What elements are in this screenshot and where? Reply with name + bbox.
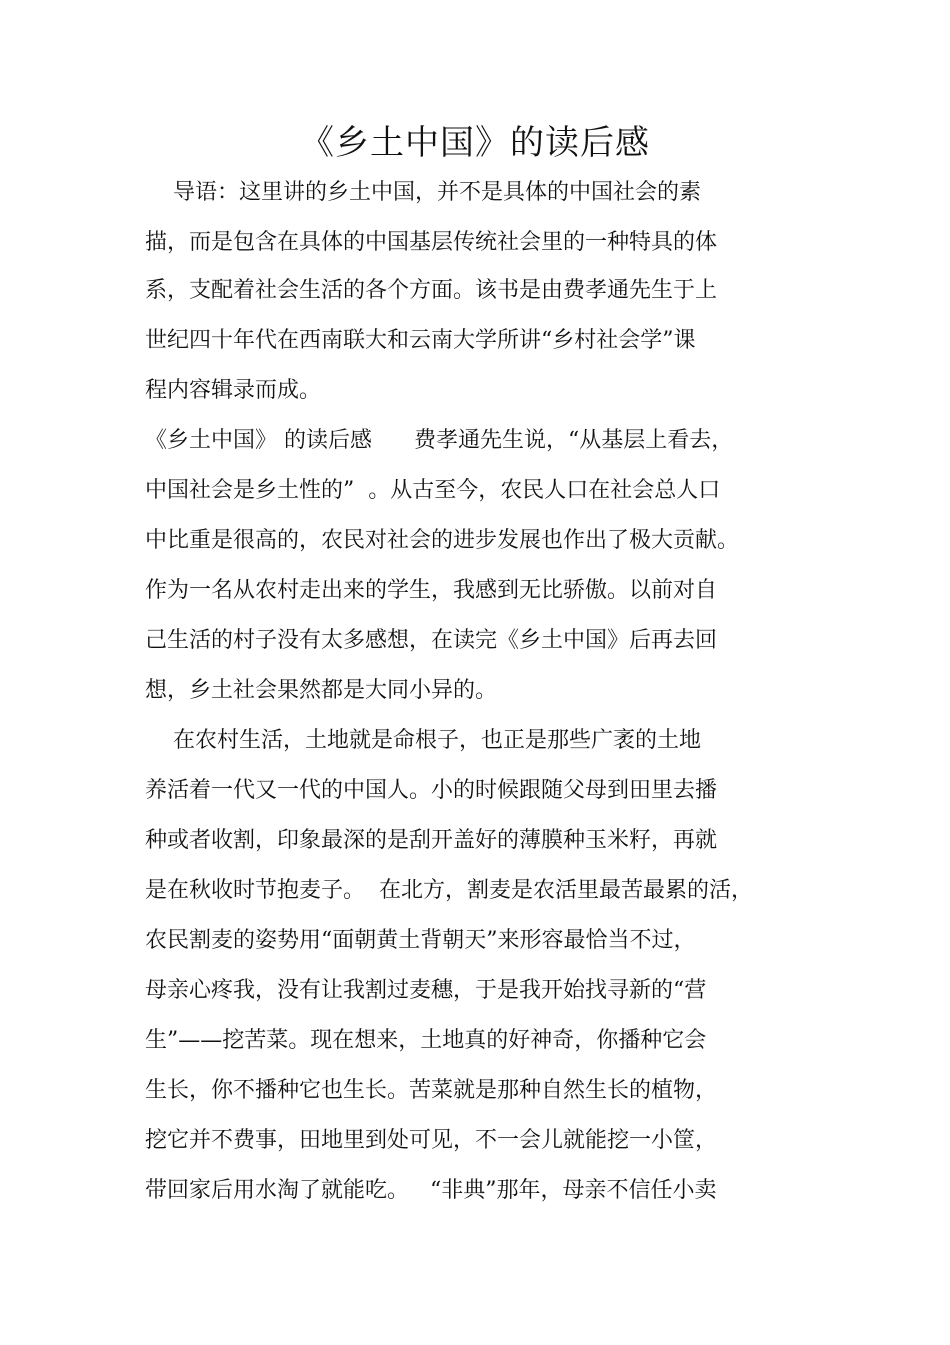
text-line: 想，乡土社会果然都是大同小异的。	[145, 678, 498, 703]
text-line: 挖它并不费事，田地里到处可见，不一会儿就能挖一小筐，	[145, 1128, 718, 1153]
text-line: 作为一名从农村走出来的学生，我感到无比骄傲。以前对自	[145, 578, 718, 603]
text-line: 导语：这里讲的乡土中国，并不是具体的中国社会的素	[145, 180, 701, 205]
text-line: 中比重是很高的，农民对社会的进步发展也作出了极大贡献。	[145, 528, 740, 553]
text-line: 农民割麦的姿势用“面朝黄土背朝天”来形容最恰当不过，	[145, 928, 696, 953]
text-line: 在农村生活，土地就是命根子，也正是那些广袤的土地	[145, 728, 701, 753]
text-line: 生”——挖苦菜。现在想来，土地真的好神奇，你播种它会	[145, 1028, 707, 1053]
text-line: 带回家后用水淘了就能吃。 “非典”那年，母亲不信任小卖	[145, 1178, 717, 1203]
text-line: 种或者收割，印象最深的是刮开盖好的薄膜种玉米籽，再就	[145, 828, 718, 853]
text-line: 养活着一代又一代的中国人。小的时候跟随父母到田里去播	[145, 778, 718, 803]
text-line: 世纪四十年代在西南联大和云南大学所讲“乡村社会学”课	[145, 328, 696, 353]
text-line: 母亲心疼我，没有让我割过麦穗，于是我开始找寻新的“营	[145, 978, 707, 1003]
text-line: 程内容辑录而成。	[145, 378, 322, 403]
document-title: 《乡土中国》的读后感	[300, 123, 650, 163]
text-line: 描，而是包含在具体的中国基层传统社会里的一种特具的体	[145, 230, 718, 255]
text-line: 《乡土中国》 的读后感 费孝通先生说，“从基层上看去，	[145, 428, 734, 453]
text-line: 己生活的村子没有太多感想，在读完《乡土中国》后再去回	[145, 628, 718, 653]
text-line: 系，支配着社会生活的各个方面。该书是由费孝通先生于上	[145, 278, 718, 303]
text-line: 是在秋收时节抱麦子。 在北方，割麦是农活里最苦最累的活，	[145, 878, 753, 903]
text-line: 中国社会是乡土性的” 。从古至今，农民人口在社会总人口	[145, 478, 721, 503]
text-line: 生长，你不播种它也生长。苦菜就是那种自然生长的植物，	[145, 1078, 718, 1103]
